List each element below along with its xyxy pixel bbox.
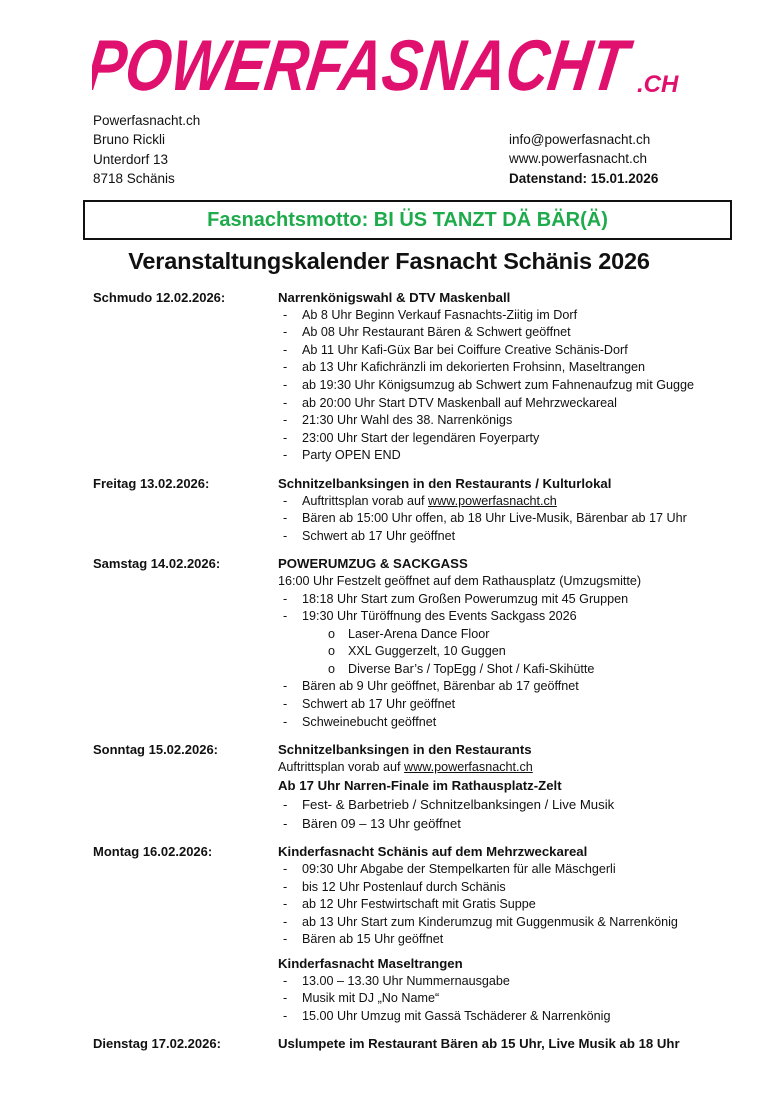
dash-bullet-icon: - <box>283 797 288 813</box>
day-section <box>93 1035 733 1053</box>
list-item <box>278 608 733 626</box>
sub-list-item <box>278 626 733 644</box>
list-item <box>278 814 733 833</box>
data-date: Datenstand: 15.01.2026 <box>509 170 659 186</box>
dash-bullet-icon: - <box>283 697 288 712</box>
day-events <box>278 843 733 1025</box>
list-item <box>278 307 733 325</box>
day-events <box>278 475 733 545</box>
dash-bullet-icon: - <box>283 360 288 375</box>
day-section <box>93 843 733 1025</box>
event-text: bis 12 Uhr Postenlauf durch Schänis <box>302 879 506 894</box>
list-item <box>278 696 733 714</box>
event-text: 09:30 Uhr Abgabe der Stempelkarten für alle Mäschgerli <box>302 862 616 877</box>
day-section <box>93 555 733 731</box>
day-date: Dienstag 17.02.2026: <box>93 1036 221 1052</box>
event-heading: Kinderfasnacht Schänis auf dem Mehrzweckareal <box>278 844 588 860</box>
sub-list-item <box>278 643 733 661</box>
day-events <box>278 555 733 731</box>
dash-bullet-icon: - <box>283 430 288 445</box>
event-text: Laser-Arena Dance Floor <box>348 626 490 641</box>
dash-bullet-icon: - <box>283 914 288 929</box>
website-link[interactable]: www.powerfasnacht.ch <box>428 493 557 508</box>
dash-bullet-icon: - <box>283 528 288 543</box>
event-text: 13.00 – 13.30 Uhr Nummernausgabe <box>302 973 510 988</box>
dash-bullet-icon: - <box>283 816 288 832</box>
event-text: Fest- & Barbetrieb / Schnitzelbanksingen / Live Musik <box>302 797 615 813</box>
event-heading: Uslumpete im Restaurant Bären ab 15 Uhr, Live Musik ab 18 Uhr <box>278 1036 680 1052</box>
event-text: Schwert ab 17 Uhr geöffnet <box>302 528 456 543</box>
list-item <box>278 342 733 360</box>
motto-text: Fasnachtsmotto: BI ÜS TANZT DÄ BÄR(Ä) <box>207 208 608 231</box>
list-item <box>278 931 733 949</box>
event-text: Bären 09 – 13 Uhr geöffnet <box>302 816 461 832</box>
page-title: Veranstaltungskalender Fasnacht Schänis 2026 <box>128 248 650 274</box>
list-item <box>278 1008 733 1026</box>
day-section <box>93 741 733 833</box>
event-line <box>278 759 733 777</box>
list-item <box>278 591 733 609</box>
dash-bullet-icon: - <box>283 991 288 1006</box>
list-item <box>278 914 733 932</box>
list-item <box>278 395 733 413</box>
event-heading: Narrenkönigswahl & DTV Maskenball <box>278 290 511 305</box>
powerfasnacht-logo <box>92 30 692 100</box>
event-line <box>278 573 733 591</box>
event-text: 21:30 Uhr Wahl des 38. Narrenkönigs <box>302 413 513 428</box>
list-item <box>278 359 733 377</box>
event-text: XXL Guggerzelt, 10 Guggen <box>348 644 506 659</box>
event-heading: POWERUMZUG & SACKGASS <box>278 556 468 572</box>
website-link[interactable]: www.powerfasnacht.ch <box>404 759 533 774</box>
dash-bullet-icon: - <box>283 413 288 428</box>
day-date: Montag 16.02.2026: <box>93 844 213 860</box>
event-text: ab 20:00 Uhr Start DTV Maskenball auf Mehrzweckareal <box>302 395 617 410</box>
event-text: 19:30 Uhr Türöffnung des Events Sackgass 2026 <box>302 609 577 624</box>
event-text: Party OPEN END <box>302 448 401 463</box>
event-text: 18:18 Uhr Start zum Großen Powerumzug mit 45 Gruppen <box>302 591 629 606</box>
list-item <box>278 447 733 465</box>
event-text: Bären ab 15 Uhr geöffnet <box>302 932 444 947</box>
event-text: Auftrittsplan vorab auf <box>302 493 429 508</box>
contact-info <box>509 130 658 188</box>
event-heading: Schnitzelbanksingen in den Restaurants <box>278 742 532 758</box>
event-heading: Ab 17 Uhr Narren-Finale im Rathausplatz-Zelt <box>278 778 562 794</box>
website[interactable]: www.powerfasnacht.ch <box>509 151 648 167</box>
list-item <box>278 714 733 732</box>
dash-bullet-icon: - <box>283 879 288 894</box>
list-item <box>278 412 733 430</box>
motto-box <box>83 200 732 240</box>
event-text: 16:00 Uhr Festzelt geöffnet auf dem Rathausplatz (Umzugsmitte) <box>278 573 642 588</box>
event-text: Bären ab 15:00 Uhr offen, ab 18 Uhr Live-Musik, Bärenbar ab 17 Uhr <box>302 511 687 526</box>
dash-bullet-icon: - <box>283 609 288 624</box>
day-date: Schmudo 12.02.2026: <box>93 290 226 305</box>
list-item <box>278 879 733 897</box>
event-text: Ab 11 Uhr Kafi-Güx Bar bei Coiffure Creative Schänis-Dorf <box>302 342 628 357</box>
event-text: 23:00 Uhr Start der legendären Foyerparty <box>302 430 540 445</box>
list-item <box>278 973 733 991</box>
event-text: Schweinebucht geöffnet <box>302 714 437 729</box>
dash-bullet-icon: - <box>283 395 288 410</box>
event-text: ab 19:30 Uhr Königsumzug ab Schwert zum Fahnenaufzug mit Gugge <box>302 377 695 392</box>
dash-bullet-icon: - <box>283 307 288 322</box>
event-text: Musik mit DJ „No Name“ <box>302 991 440 1006</box>
dash-bullet-icon: - <box>283 862 288 877</box>
circle-bullet-icon: o <box>328 626 336 641</box>
dash-bullet-icon: - <box>283 377 288 392</box>
address-line: 8718 Schänis <box>93 170 175 186</box>
dash-bullet-icon: - <box>283 591 288 606</box>
dash-bullet-icon: - <box>283 679 288 694</box>
event-text: ab 12 Uhr Festwirtschaft mit Gratis Suppe <box>302 897 536 912</box>
day-date: Samstag 14.02.2026: <box>93 556 221 572</box>
dash-bullet-icon: - <box>283 714 288 729</box>
event-text: Ab 8 Uhr Beginn Verkauf Fasnachts-Ziitig im Dorf <box>302 307 578 322</box>
list-item <box>278 493 733 511</box>
list-item <box>278 324 733 342</box>
logo-suffix: .CH <box>637 71 679 98</box>
event-text: ab 13 Uhr Start zum Kinderumzug mit Guggenmusik & Narrenkönig <box>302 914 678 929</box>
list-item <box>278 795 733 814</box>
day-events <box>278 741 733 833</box>
address-line: Bruno Rickli <box>93 132 166 148</box>
circle-bullet-icon: o <box>328 661 336 676</box>
dash-bullet-icon: - <box>283 1008 288 1023</box>
event-text: Bären ab 9 Uhr geöffnet, Bärenbar ab 17 geöffnet <box>302 679 579 694</box>
event-heading: Kinderfasnacht Maseltrangen <box>278 956 463 971</box>
email[interactable]: info@powerfasnacht.ch <box>509 132 651 147</box>
list-item <box>278 896 733 914</box>
list-item <box>278 510 733 528</box>
dash-bullet-icon: - <box>283 448 288 463</box>
event-text: ab 13 Uhr Kafichränzli im dekorierten Frohsinn, Maseltrangen <box>302 360 645 375</box>
dash-bullet-icon: - <box>283 932 288 947</box>
event-text: Ab 08 Uhr Restaurant Bären & Schwert geöffnet <box>302 325 571 340</box>
day-date: Freitag 13.02.2026: <box>93 475 210 491</box>
sub-list-item <box>278 661 733 679</box>
dash-bullet-icon: - <box>283 511 288 526</box>
dash-bullet-icon: - <box>283 325 288 340</box>
event-calendar <box>93 289 733 1063</box>
list-item <box>278 430 733 448</box>
dash-bullet-icon: - <box>283 493 288 508</box>
dash-bullet-icon: - <box>283 973 288 988</box>
list-item <box>278 861 733 879</box>
sender-address <box>93 111 200 188</box>
list-item <box>278 528 733 546</box>
logo-text: POWERFASNACHT <box>92 30 692 100</box>
day-events <box>278 1035 733 1053</box>
day-section <box>93 475 733 545</box>
list-item <box>278 377 733 395</box>
address-line: Powerfasnacht.ch <box>93 113 201 128</box>
list-item <box>278 678 733 696</box>
dash-bullet-icon: - <box>283 897 288 912</box>
day-date: Sonntag 15.02.2026: <box>93 742 218 758</box>
list-item <box>278 990 733 1008</box>
day-events <box>278 289 733 465</box>
event-text: Diverse Bar’s / TopEgg / Shot / Kafi-Skihütte <box>348 661 595 676</box>
circle-bullet-icon: o <box>328 644 336 659</box>
event-text: Auftrittsplan vorab auf <box>278 759 405 774</box>
event-text: Schwert ab 17 Uhr geöffnet <box>302 697 456 712</box>
dash-bullet-icon: - <box>283 342 288 357</box>
event-heading: Schnitzelbanksingen in den Restaurants / Kulturlokal <box>278 475 612 491</box>
event-text: 15.00 Uhr Umzug mit Gassä Tschäderer & Narrenkönig <box>302 1008 611 1023</box>
address-line: Unterdorf 13 <box>93 151 169 167</box>
day-section <box>93 289 733 465</box>
